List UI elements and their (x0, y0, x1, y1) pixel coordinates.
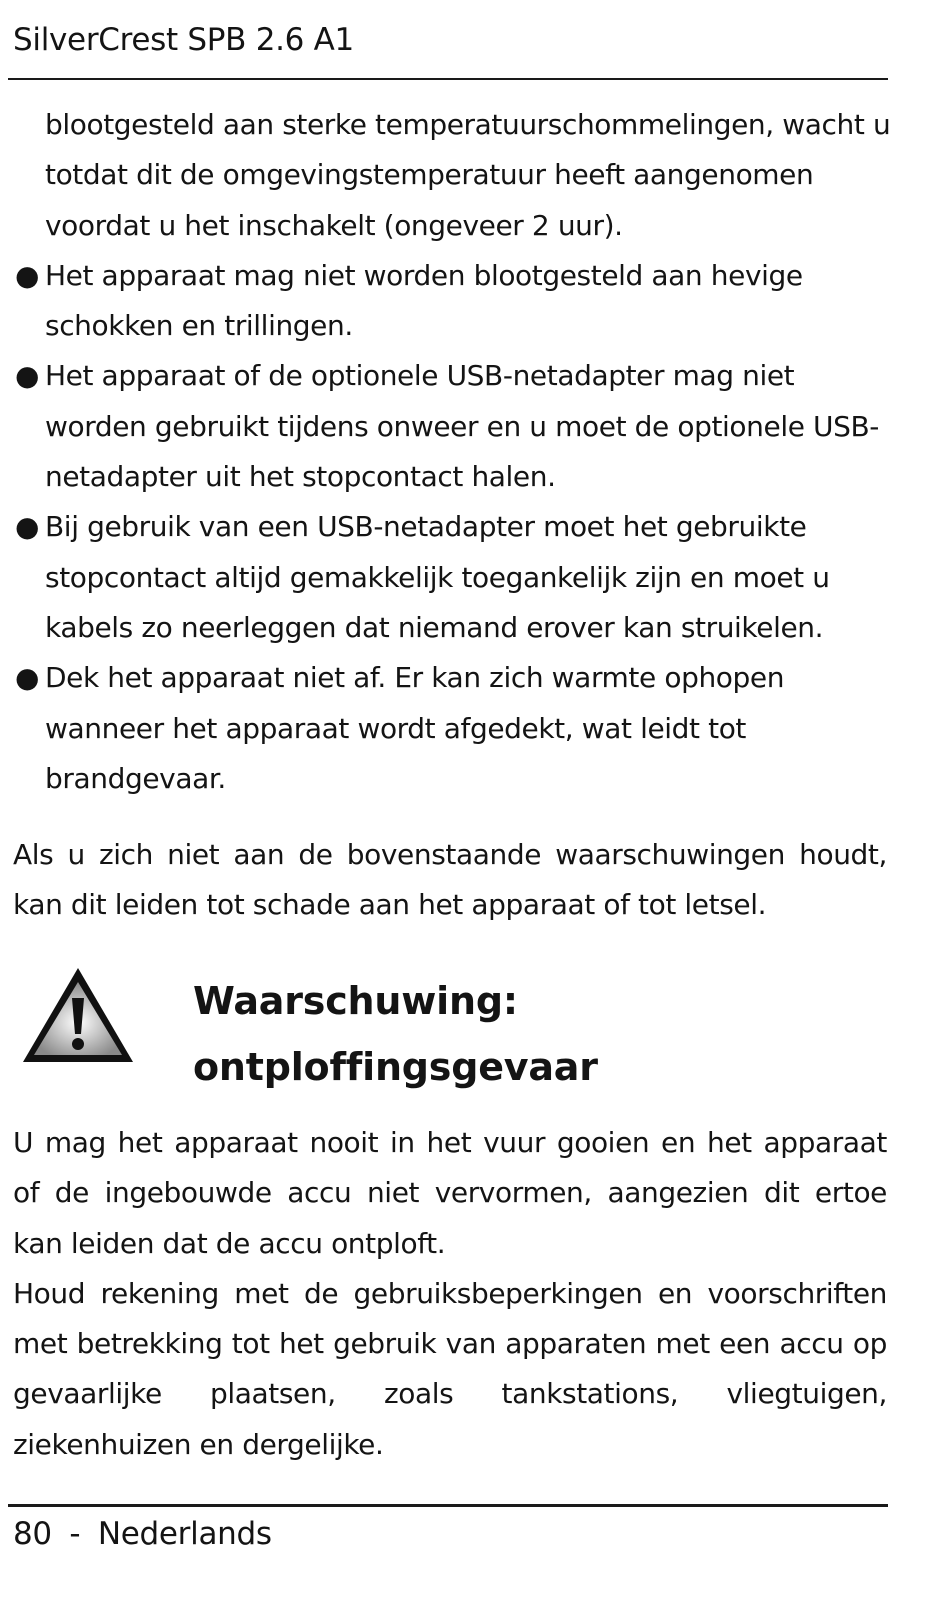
bullet-text: Dek het apparaat niet af. Er kan zich warmte ophopen (45, 661, 785, 695)
bullet-item (13, 502, 887, 653)
warning-triangle-icon (19, 964, 137, 1068)
paragraph (13, 1269, 887, 1470)
bullet-text: worden gebruikt tijdens onweer en u moet de optionele USB- (45, 409, 879, 443)
continued-line: totdat dit de omgevingstemperatuur heeft aangenomen (45, 158, 814, 192)
warning-block (13, 960, 887, 1100)
bullet-text: stopcontact altijd gemakkelijk toegankelijk zijn en moet u (45, 560, 830, 594)
paragraph-line: U mag het apparaat nooit in het vuur gooien en het apparaat (13, 1126, 887, 1159)
bullet-text: Het apparaat mag niet worden blootgesteld aan hevige (45, 258, 803, 292)
paragraph-line: kan leiden dat de accu ontploft. (13, 1226, 446, 1260)
footer-separator: - (69, 1516, 81, 1552)
bullet-text: Het apparaat of de optionele USB-netadapter mag niet (45, 359, 795, 393)
bullet-text: brandgevaar. (45, 761, 226, 795)
warning-title (193, 968, 598, 1100)
safety-section (13, 100, 891, 931)
continued-line: voordat u het inschakelt (ongeveer 2 uur). (45, 208, 623, 242)
header-rule (8, 78, 888, 80)
bullet-text: Bij gebruik van een USB-netadapter moet het gebruikte (45, 510, 807, 544)
bullet-item (13, 351, 887, 502)
summary-line: kan dit leiden tot schade aan het apparaat of tot letsel. (13, 888, 767, 922)
explosion-section (13, 1118, 887, 1470)
paragraph-line: gevaarlijke plaatsen, zoals tankstations, vliegtuigen, (13, 1377, 887, 1411)
bullet-item (13, 251, 887, 352)
paragraph-line: ziekenhuizen en dergelijke. (13, 1427, 384, 1461)
warning-title-line: Waarschuwing: (193, 979, 518, 1023)
bullet-icon: ● (15, 661, 40, 695)
running-header: SilverCrest SPB 2.6 A1 (13, 22, 354, 58)
paragraph-line: of de ingebouwde accu niet vervormen, aangezien dit ertoe (13, 1176, 887, 1210)
bullet-item (13, 653, 887, 804)
bullet-icon: ● (15, 510, 40, 544)
summary-line: Als u zich niet aan de bovenstaande waarschuwingen houdt, (13, 838, 887, 872)
paragraph-line: met betrekking tot het gebruik van apparaten met een accu op (13, 1327, 887, 1361)
continued-line: blootgesteld aan sterke temperatuurschommelingen, wacht u (45, 108, 891, 141)
paragraph (13, 1118, 887, 1269)
footer-language: Nederlands (97, 1516, 272, 1552)
bullet-text: schokken en trillingen. (45, 309, 353, 343)
bullet-text: wanneer het apparaat wordt afgedekt, wat leidt tot (45, 711, 747, 745)
bullet-text: netadapter uit het stopcontact halen. (45, 460, 556, 494)
page-number: 80 (13, 1516, 52, 1552)
summary-paragraph (13, 830, 887, 931)
warning-title-line: ontploffingsgevaar (193, 1045, 598, 1089)
paragraph-line: Houd rekening met de gebruiksbeperkingen en voorschriften (13, 1276, 887, 1310)
bullet-icon: ● (15, 359, 40, 393)
page-footer (13, 1516, 272, 1552)
bullet-icon: ● (15, 258, 40, 292)
bullet-text: kabels zo neerleggen dat niemand erover kan struikelen. (45, 610, 824, 644)
footer-rule (8, 1504, 888, 1507)
